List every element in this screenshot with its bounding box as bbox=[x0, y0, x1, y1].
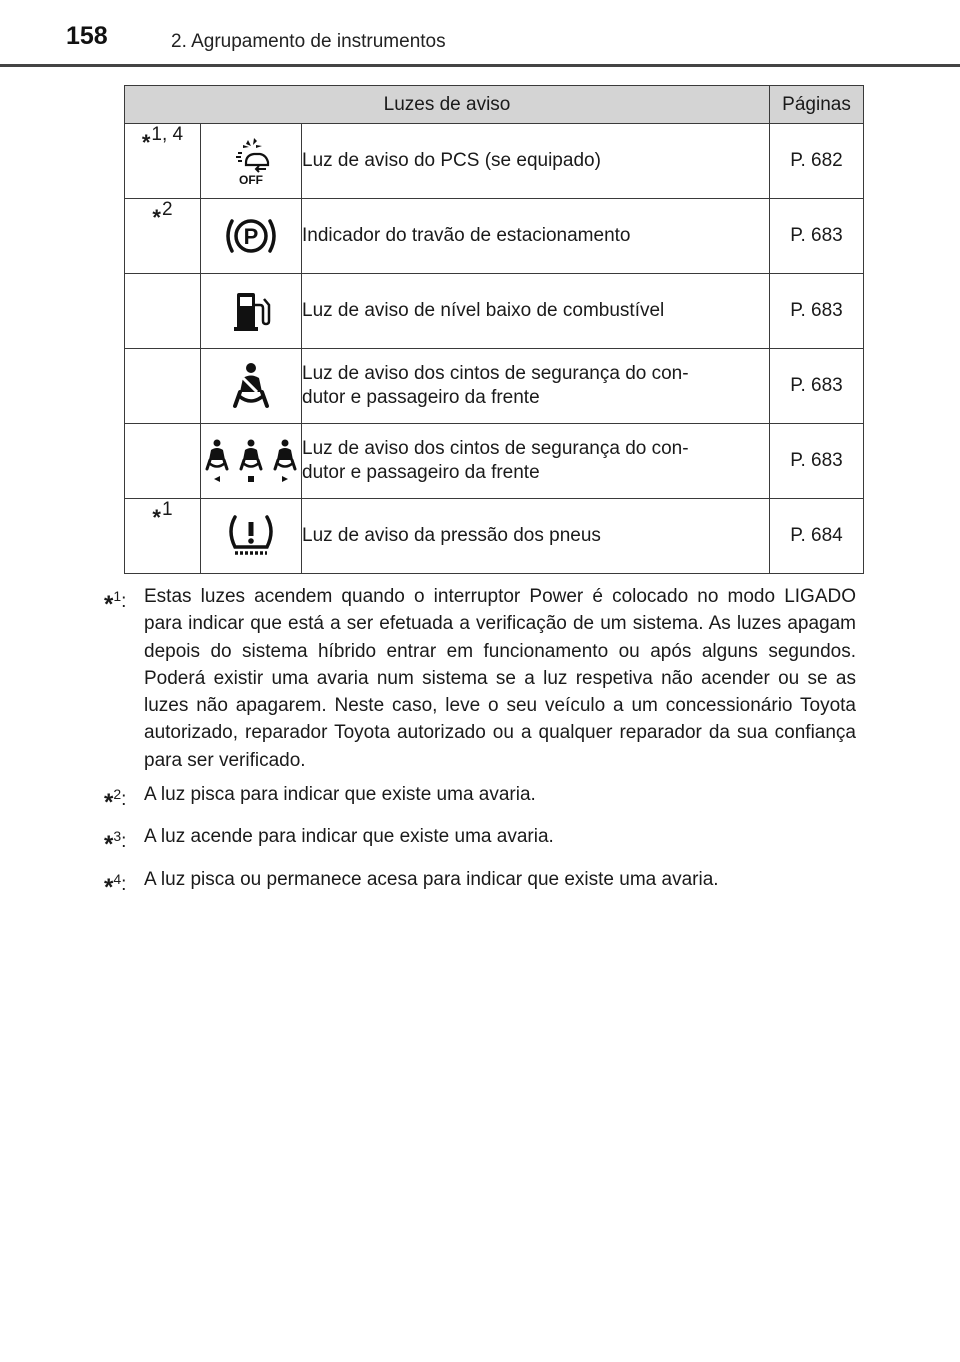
note-cell bbox=[125, 274, 201, 349]
table-row bbox=[125, 274, 864, 349]
column-header-pages: Páginas bbox=[770, 86, 864, 124]
footnote-number: 2 bbox=[113, 786, 122, 803]
page-number: 158 bbox=[66, 22, 108, 50]
description-line: dutor e passageiro da frente bbox=[302, 387, 540, 408]
description-line: Luz de aviso dos cintos de segurança do con- bbox=[302, 438, 689, 459]
pcs-off-icon bbox=[228, 135, 274, 187]
note-cell bbox=[125, 124, 201, 199]
header-divider bbox=[0, 64, 960, 67]
low-fuel-icon bbox=[231, 289, 271, 333]
footnote bbox=[104, 823, 856, 858]
footnote bbox=[104, 583, 856, 774]
footnote-text: Estas luzes acendem quando o interruptor Power é colocado no modo LIGADO para indicar que está a ser efetuada a verificação de um sistema. As luzes apagam depois do sistema híbrido entrar em funcionamento ou após alguns segundos. Poderá existir uma avaria num sistema se a luz respetiva não acender ou se as luzes não apagarem. Neste caso, leve o seu veículo a um concessionário Toyota autorizado, reparador Toyota autorizado ou a qualquer reparador da sua confiança para ser verificado. bbox=[144, 586, 856, 771]
footnote-mark bbox=[104, 583, 144, 774]
footnote bbox=[104, 866, 856, 901]
description-cell bbox=[302, 349, 770, 424]
footnote-mark bbox=[104, 823, 144, 858]
icon-cell bbox=[201, 349, 302, 424]
asterisk: * bbox=[104, 789, 114, 817]
asterisk: * bbox=[104, 873, 114, 901]
footnote-separator: : bbox=[121, 831, 127, 853]
description-line: Luz de aviso dos cintos de segurança do con- bbox=[302, 363, 689, 384]
seatbelt-icon bbox=[231, 362, 271, 410]
page-reference: P. 683 bbox=[770, 199, 864, 274]
table-header-row bbox=[125, 86, 864, 124]
rear-seatbelts-icon bbox=[203, 438, 299, 484]
description-line: dutor e passageiro da frente bbox=[302, 462, 540, 483]
description-cell: Luz de aviso de nível baixo de combustível bbox=[302, 274, 770, 349]
column-header-warning-lights: Luzes de aviso bbox=[125, 86, 770, 124]
footnote-number: 3 bbox=[113, 828, 122, 845]
table-row bbox=[125, 424, 864, 499]
footnote-text: A luz pisca ou permanece acesa para indicar que existe uma avaria. bbox=[144, 868, 719, 890]
table-row bbox=[125, 349, 864, 424]
table-row bbox=[125, 199, 864, 274]
note-cell bbox=[125, 499, 201, 574]
footnote bbox=[104, 781, 856, 816]
page-header bbox=[0, 0, 960, 66]
icon-cell bbox=[201, 199, 302, 274]
tire-pressure-icon bbox=[225, 513, 277, 559]
footnote-separator: : bbox=[121, 873, 127, 895]
asterisk: * bbox=[104, 591, 114, 618]
icon-cell bbox=[201, 424, 302, 499]
page-reference: P. 683 bbox=[770, 274, 864, 349]
asterisk: * bbox=[152, 505, 161, 530]
page-reference: P. 684 bbox=[770, 499, 864, 574]
page-reference: P. 683 bbox=[770, 424, 864, 499]
asterisk: * bbox=[152, 205, 161, 230]
asterisk: * bbox=[141, 130, 151, 155]
parking-brake-icon bbox=[224, 214, 278, 258]
page-reference: P. 682 bbox=[770, 124, 864, 199]
icon-cell bbox=[201, 274, 302, 349]
page-reference: P. 683 bbox=[770, 349, 864, 424]
note-number: 2 bbox=[161, 199, 173, 220]
note-number: 1, 4 bbox=[151, 124, 184, 145]
footnote-number: 1 bbox=[113, 588, 122, 604]
off-label: OFF bbox=[239, 173, 263, 187]
footnote-mark bbox=[104, 781, 144, 816]
footnote-separator: : bbox=[121, 591, 127, 612]
table-row bbox=[125, 499, 864, 574]
svg-text:P: P bbox=[243, 224, 259, 249]
warning-lights-table bbox=[124, 85, 864, 574]
footnote-mark bbox=[104, 866, 144, 901]
footnote-separator: : bbox=[121, 789, 127, 811]
description-cell: Indicador do travão de estacionamento bbox=[302, 199, 770, 274]
footnotes bbox=[104, 583, 856, 908]
icon-cell bbox=[201, 499, 302, 574]
asterisk: * bbox=[104, 831, 114, 859]
note-cell bbox=[125, 349, 201, 424]
footnote-text: A luz acende para indicar que existe uma avaria. bbox=[144, 826, 554, 848]
icon-cell bbox=[201, 124, 302, 199]
description-cell: Luz de aviso do PCS (se equipado) bbox=[302, 124, 770, 199]
footnote-text: A luz pisca para indicar que existe uma avaria. bbox=[144, 784, 536, 806]
footnote-number: 4 bbox=[113, 870, 122, 887]
chapter-title: 2. Agrupamento de instrumentos bbox=[171, 31, 446, 52]
description-cell: Luz de aviso da pressão dos pneus bbox=[302, 499, 770, 574]
description-cell bbox=[302, 424, 770, 499]
table-row bbox=[125, 124, 864, 199]
note-cell bbox=[125, 199, 201, 274]
note-number: 1 bbox=[161, 499, 173, 520]
note-cell bbox=[125, 424, 201, 499]
